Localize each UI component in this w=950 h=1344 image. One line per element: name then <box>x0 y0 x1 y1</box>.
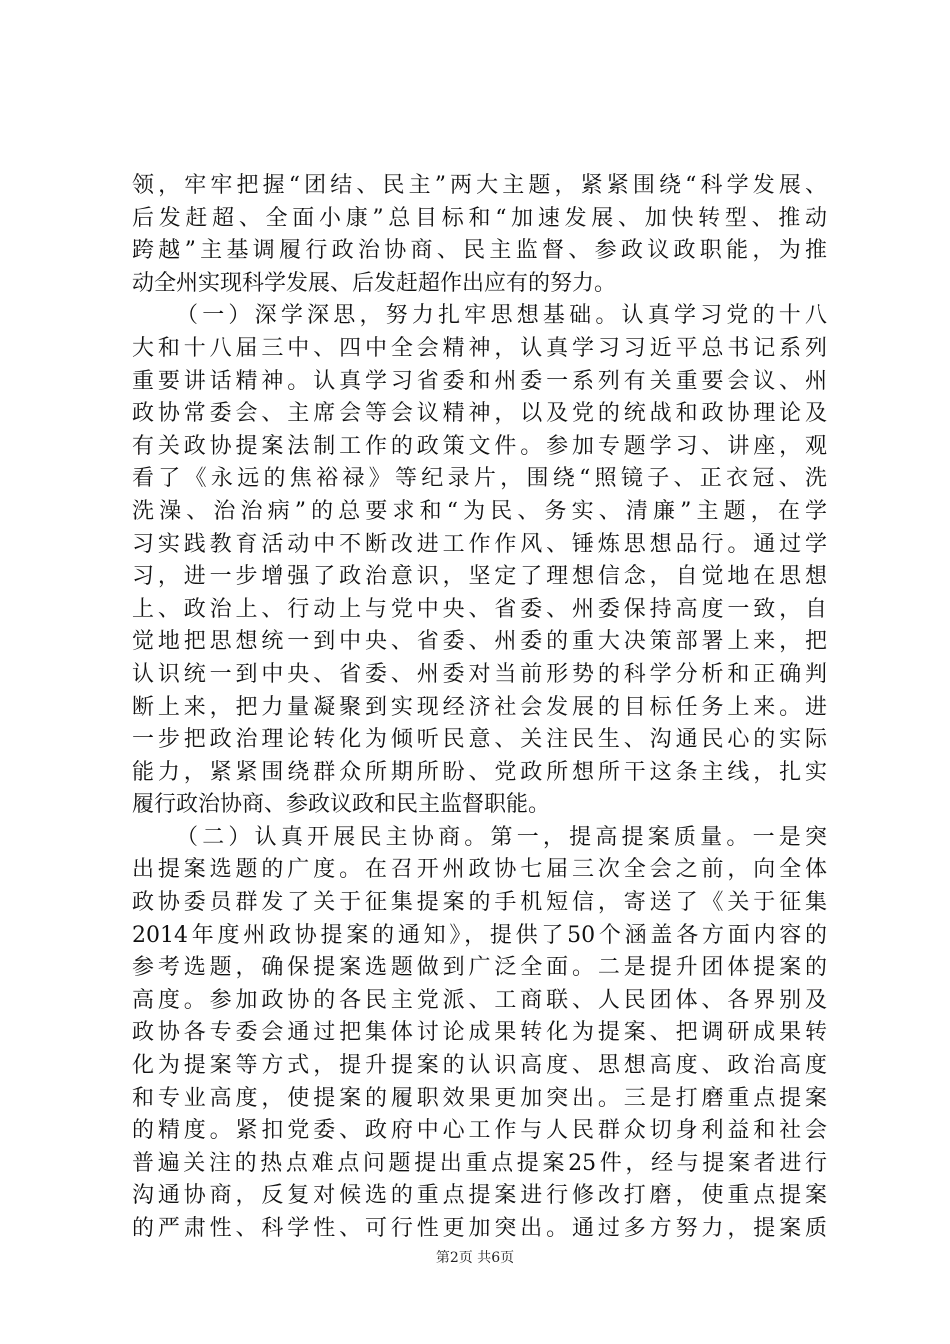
text-line: 高度。参加政协的各民主党派、工商联、人民团体、各界别及 <box>132 987 827 1013</box>
text-line: 跨越”主基调履行政治协商、民主监督、参政议政职能，为推 <box>132 238 827 264</box>
text-line: 出提案选题的广度。在召开州政协七届三次全会之前，向全体 <box>132 857 827 883</box>
text-line: 政协委员群发了关于征集提案的手机短信，寄送了《关于征集 <box>132 890 827 916</box>
text-line: 的严肃性、科学性、可行性更加突出。通过多方努力，提案质 <box>132 1216 827 1241</box>
page-footer <box>0 1247 950 1267</box>
text-line: 觉地把思想统一到中央、省委、州委的重大决策部署上来，把 <box>132 629 827 655</box>
text-line: 化为提案等方式，提升提案的认识高度、思想高度、政治高度 <box>132 1053 827 1079</box>
body-text <box>132 170 827 1246</box>
text-line: 后发赶超、全面小康”总目标和“加速发展、加快转型、推动 <box>132 205 827 231</box>
text-line: 2014年度州政协提案的通知》，提供了50个涵盖各方面内容的 <box>132 922 827 948</box>
page-number: 第2页 共6页 <box>435 1250 515 1266</box>
text-line: 的精度。紧扣党委、政府中心工作与人民群众切身利益和社会 <box>132 1118 827 1144</box>
text-line: 重要讲话精神。认真学习省委和州委一系列有关重要会议、州 <box>132 368 827 394</box>
text-line: 动全州实现科学发展、后发赶超作出应有的努力。 <box>132 270 617 296</box>
text-line: 大和十八届三中、四中全会精神，认真学习习近平总书记系列 <box>132 335 827 361</box>
text-line: 参考选题，确保提案选题做到广泛全面。二是提升团体提案的 <box>132 955 827 981</box>
text-line: 上、政治上、行动上与党中央、省委、州委保持高度一致，自 <box>132 596 827 622</box>
text-line: 沟通协商，反复对候选的重点提案进行修改打磨，使重点提案 <box>132 1183 827 1209</box>
text-line: 有关政协提案法制工作的政策文件。参加专题学习、讲座，观 <box>132 433 827 459</box>
text-line: 一步把政治理论转化为倾听民意、关注民生、沟通民心的实际 <box>132 727 827 753</box>
text-line: 认识统一到中央、省委、州委对当前形势的科学分析和正确判 <box>132 661 827 687</box>
text-line: 普遍关注的热点难点问题提出重点提案25件，经与提案者进行 <box>132 1150 827 1176</box>
text-line: 政协各专委会通过把集体讨论成果转化为提案、把调研成果转 <box>132 1020 827 1046</box>
text-line: 和专业高度，使提案的履职效果更加突出。三是打磨重点提案 <box>132 1085 827 1111</box>
text-line: 习，进一步增强了政治意识，坚定了理想信念，自觉地在思想 <box>132 564 827 590</box>
text-line: 能力，紧紧围绕群众所期所盼、党政所想所干这条主线，扎实 <box>132 759 827 785</box>
text-line: 政协常委会、主席会等会议精神，以及党的统战和政协理论及 <box>132 401 827 427</box>
text-line: 断上来，把力量凝聚到实现经济社会发展的目标任务上来。进 <box>132 694 827 720</box>
paragraph-heading-2: （二）认真开展民主协商。第一，提高提案质量。一是突 <box>176 824 827 850</box>
text-line: 履行政治协商、参政议政和民主监督职能。 <box>132 792 551 818</box>
paragraph-heading-1: （一）深学深思，努力扎牢思想基础。认真学习党的十八 <box>176 303 827 329</box>
text-line: 领，牢牢把握“团结、民主”两大主题，紧紧围绕“科学发展、 <box>132 173 827 198</box>
text-line: 习实践教育活动中不断改进工作作风、锤炼思想品行。通过学 <box>132 531 827 557</box>
text-line: 看了《永远的焦裕禄》等纪录片，围绕“照镜子、正衣冠、洗 <box>132 466 827 492</box>
text-line: 洗澡、治治病”的总要求和“为民、务实、清廉”主题，在学 <box>132 498 827 524</box>
